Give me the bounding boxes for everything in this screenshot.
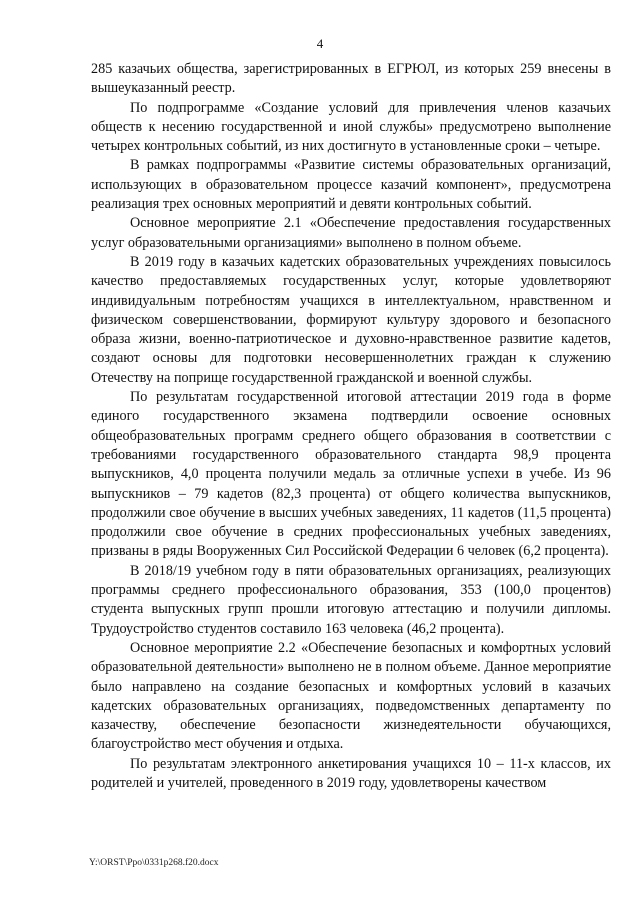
paragraph: По результатам государственной итоговой аттестации 2019 года в форме единого государственного экзамена подтвердили освоение основных общеобразовательных программ среднего общего образования в соответствии с требованиями государственного образовательного стандарта 98,9 процента выпускников, 4,0 процента получили медаль за отличные успехи в учебе. Из 96 выпускников – 79 кадетов (82,3 процента) от общего количества выпускников, продолжили свое обучение в высших учебных заведениях, 11 кадетов (11,5 процента) продолжили свое обучение в средних профессиональных учебных заведениях, призваны в ряды Вооруженных Сил Российской Федерации 6 человек (6,2 процента). bbox=[91, 389, 611, 560]
paragraph: Основное мероприятие 2.2 «Обеспечение безопасных и комфортных условий образовательной деятельности» выполнено не в полном объеме. Данное мероприятие было направлено на создание безопасных и комфортных условий в казачьих кадетских образовательных организациях, подведомственных департаменту по казачеству, обеспечение безопасности жизнедеятельности обучающихся, благоустройство мест обучения и отдыха. bbox=[91, 639, 611, 753]
paragraph: В рамках подпрограммы «Развитие системы образовательных организаций, использующих в образовательном процессе казачий компонент», предусмотрена реализация трех основных мероприятий и девяти контрольных событий. bbox=[91, 157, 611, 213]
paragraph: Основное мероприятие 2.1 «Обеспечение предоставления государственных услуг образовательными организациями» выполнено в полном объеме. bbox=[91, 215, 611, 251]
document-body bbox=[91, 60, 611, 793]
paragraph: В 2019 году в казачьих кадетских образовательных учреждениях повысилось качество предоставляемых государственных услуг, которые удовлетворяют индивидуальным потребностям учащихся в интеллектуальном, нравственном и физическом совершенствовании, формируют культуру здорового и безопасного образа жизни, военно-патриотическое и духовно-нравственное развитие кадетов, создают основы для подготовки несовершеннолетних граждан к служению Отечеству на поприще государственной гражданской и военной службы. bbox=[91, 253, 611, 386]
paragraph: По подпрограмме «Создание условий для привлечения членов казачьих обществ к несению государственной и иной службы» предусмотрено выполнение четырех контрольных событий, из них достигнуто в установленные сроки – четыре. bbox=[91, 99, 611, 155]
footer-file-path: Y:\ORST\Ppo\0331p268.f20.docx bbox=[89, 858, 219, 868]
paragraph: В 2018/19 учебном году в пяти образовательных организациях, реализующих программы среднего профессионального образования, 353 (100,0 процентов) студента выпускных групп прошли итоговую аттестацию и получили дипломы. Трудоустройство студентов составило 163 человека (46,2 процента). bbox=[91, 562, 611, 637]
page-number: 4 bbox=[316, 36, 324, 51]
paragraph: По результатам электронного анкетирования учащихся 10 – 11-х классов, их родителей и учителей, проведенного в 2019 году, удовлетворены качеством bbox=[91, 755, 611, 791]
paragraph-continuation: 285 казачьих общества, зарегистрированных в ЕГРЮЛ, из которых 259 внесены в вышеуказанный реестр. bbox=[91, 61, 611, 97]
